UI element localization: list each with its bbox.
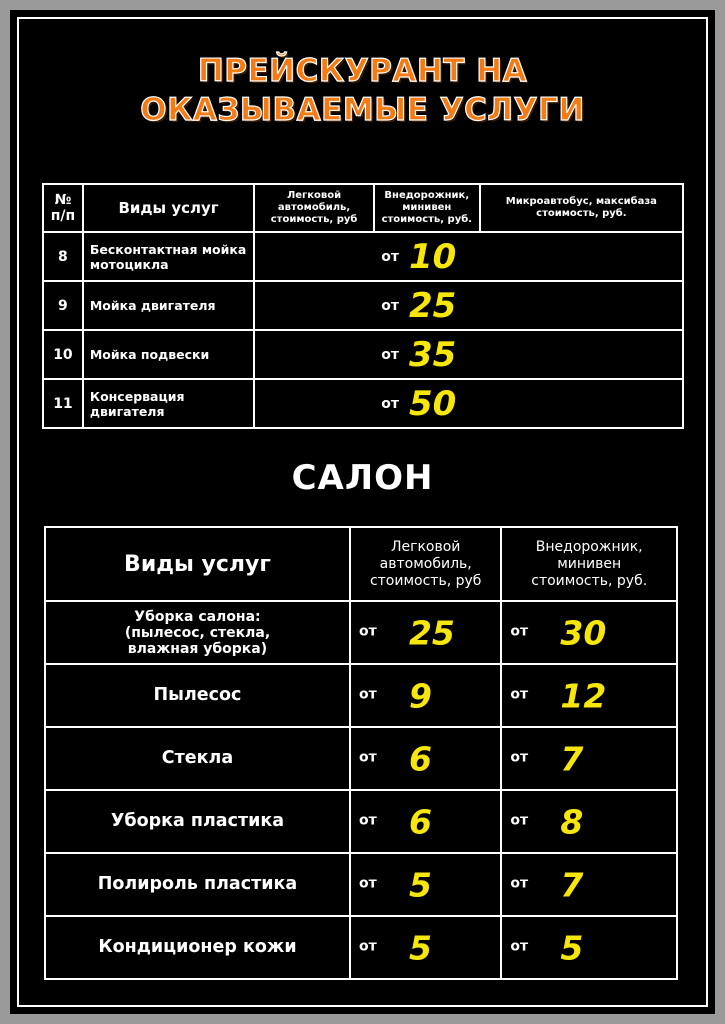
header-num: № п/п — [43, 184, 83, 232]
price-prefix: от — [510, 811, 529, 828]
suv-price — [501, 916, 677, 979]
suv-price — [501, 601, 677, 664]
header-suv: Внедорожник, минивен стоимость, руб. — [374, 184, 480, 232]
car-price — [350, 664, 501, 727]
price-value: 7 — [560, 739, 584, 778]
price-prefix: от — [510, 748, 529, 765]
price-value: 25 — [408, 613, 455, 652]
table-row — [43, 379, 683, 428]
suv-price — [501, 664, 677, 727]
title-line-2: ОКАЗЫВАЕМЫЕ УСЛУГИ — [140, 92, 585, 128]
row-service: Пылесос — [45, 664, 350, 727]
car-price — [350, 853, 501, 916]
row-price — [254, 232, 683, 281]
price-prefix: от — [358, 622, 377, 639]
price-prefix: от — [358, 937, 377, 954]
price-prefix: от — [358, 748, 377, 765]
price-value: 6 — [408, 802, 432, 841]
row-num: 11 — [43, 379, 83, 428]
car-price — [350, 601, 501, 664]
price-value: 25 — [408, 285, 457, 326]
price-prefix: от — [381, 297, 399, 314]
price-value: 7 — [560, 865, 584, 904]
price-value: 50 — [408, 383, 457, 424]
price-value: 5 — [560, 928, 584, 967]
table-row — [45, 664, 677, 727]
table-row — [43, 232, 683, 281]
page-title — [10, 52, 715, 130]
price-prefix: от — [510, 874, 529, 891]
header-car: Легковой автомобиль, стоимость, руб — [254, 184, 374, 232]
row-num: 10 — [43, 330, 83, 379]
table-row — [43, 281, 683, 330]
header-minibus: Микроавтобус, максибаза стоимость, руб. — [480, 184, 683, 232]
price-value: 5 — [408, 928, 432, 967]
header-service: Виды услуг — [45, 527, 350, 601]
row-service: Полироль пластика — [45, 853, 350, 916]
table-row — [45, 853, 677, 916]
row-service: Бесконтактная мойка мотоцикла — [83, 232, 254, 281]
row-price — [254, 281, 683, 330]
row-service: Мойка подвески — [83, 330, 254, 379]
price-board — [10, 10, 715, 1014]
price-value: 5 — [408, 865, 432, 904]
row-price — [254, 379, 683, 428]
suv-price — [501, 853, 677, 916]
row-num: 9 — [43, 281, 83, 330]
wash-price-table — [42, 183, 684, 429]
header-service: Виды услуг — [83, 184, 254, 232]
price-prefix: от — [381, 346, 399, 363]
row-num: 8 — [43, 232, 83, 281]
table-header-row — [43, 184, 683, 232]
price-prefix: от — [358, 874, 377, 891]
row-service: Уборка пластика — [45, 790, 350, 853]
row-service: Мойка двигателя — [83, 281, 254, 330]
price-value: 12 — [560, 676, 607, 715]
price-value: 6 — [408, 739, 432, 778]
car-price — [350, 790, 501, 853]
header-suv: Внедорожник, минивен стоимость, руб. — [501, 527, 677, 601]
price-prefix: от — [510, 937, 529, 954]
car-price — [350, 916, 501, 979]
row-price — [254, 330, 683, 379]
row-service: Уборка салона: (пылесос, стекла, влажная уборка) — [45, 601, 350, 664]
price-prefix: от — [510, 685, 529, 702]
price-prefix: от — [381, 248, 399, 265]
price-prefix: от — [381, 395, 399, 412]
table-row — [45, 916, 677, 979]
salon-price-table — [44, 526, 678, 980]
table-row — [45, 790, 677, 853]
price-value: 10 — [408, 236, 457, 277]
price-value: 35 — [408, 334, 457, 375]
car-price — [350, 727, 501, 790]
price-prefix: от — [358, 811, 377, 828]
suv-price — [501, 790, 677, 853]
price-value: 8 — [560, 802, 584, 841]
suv-price — [501, 727, 677, 790]
price-value: 30 — [560, 613, 607, 652]
table-row — [45, 601, 677, 664]
table-header-row — [45, 527, 677, 601]
header-car: Легковой автомобиль, стоимость, руб — [350, 527, 501, 601]
table-row — [43, 330, 683, 379]
price-prefix: от — [510, 622, 529, 639]
price-prefix: от — [358, 685, 377, 702]
title-line-1: ПРЕЙСКУРАНТ НА — [197, 53, 528, 89]
row-service: Стекла — [45, 727, 350, 790]
row-service: Кондиционер кожи — [45, 916, 350, 979]
table-row — [45, 727, 677, 790]
price-value: 9 — [408, 676, 432, 715]
row-service: Консервация двигателя — [83, 379, 254, 428]
section-title: САЛОН — [291, 458, 434, 498]
